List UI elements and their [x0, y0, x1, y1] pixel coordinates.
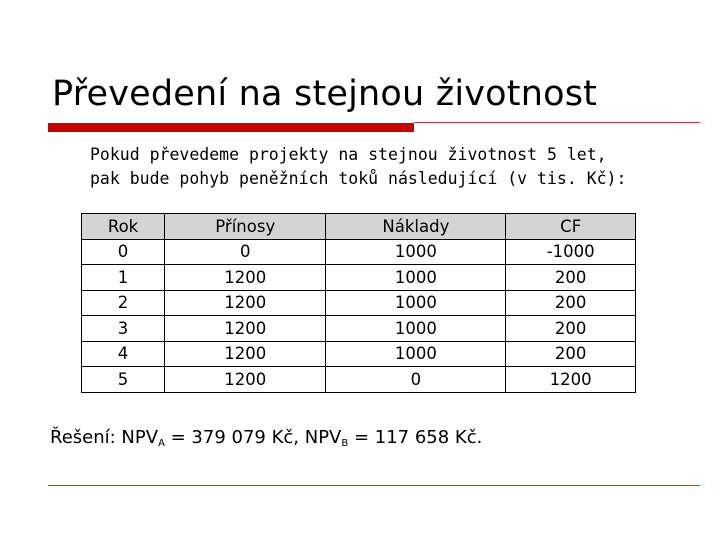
- footer-divider-line: [48, 485, 700, 486]
- table-row: [82, 290, 636, 316]
- cell-prinosy: 1200: [165, 316, 326, 342]
- cell-rok: 2: [82, 290, 165, 316]
- table-header-row: [82, 214, 636, 240]
- table-row: [82, 341, 636, 367]
- cell-cf: 200: [506, 265, 636, 291]
- table-row: [82, 367, 636, 393]
- npv-a-value: = 379 079 Kč, NPV: [164, 427, 342, 448]
- header-prinosy: Přínosy: [165, 214, 326, 240]
- cell-cf: 200: [506, 316, 636, 342]
- table-row: [82, 239, 636, 265]
- cell-naklady: 1000: [326, 239, 506, 265]
- cell-rok: 4: [82, 341, 165, 367]
- intro-line-1: Pokud převedeme projekty na stejnou životnost 5 let,: [90, 145, 607, 164]
- intro-text: [90, 143, 690, 191]
- cell-cf: -1000: [506, 239, 636, 265]
- cell-cf: 200: [506, 341, 636, 367]
- npv-b-subscript: B: [341, 438, 349, 449]
- header-cf: CF: [506, 214, 636, 240]
- cell-cf: 1200: [506, 367, 636, 393]
- table-row: [82, 316, 636, 342]
- cell-naklady: 1000: [326, 290, 506, 316]
- cell-prinosy: 1200: [165, 265, 326, 291]
- cell-naklady: 1000: [326, 341, 506, 367]
- intro-line-2: pak bude pohyb peněžních toků následující (v tis. Kč):: [90, 169, 627, 188]
- cell-rok: 0: [82, 239, 165, 265]
- header-rok: Rok: [82, 214, 165, 240]
- solution-text: [50, 424, 482, 458]
- cell-prinosy: 1200: [165, 341, 326, 367]
- npv-a-subscript: A: [158, 438, 165, 449]
- cell-naklady: 1000: [326, 316, 506, 342]
- solution-prefix: Řešení: NPV: [50, 427, 159, 448]
- table-row: [82, 265, 636, 291]
- title-divider-line: [414, 122, 700, 123]
- cell-naklady: 0: [326, 367, 506, 393]
- cell-rok: 1: [82, 265, 165, 291]
- cell-prinosy: 1200: [165, 367, 326, 393]
- cell-rok: 5: [82, 367, 165, 393]
- cell-rok: 3: [82, 316, 165, 342]
- cell-cf: 200: [506, 290, 636, 316]
- cell-prinosy: 1200: [165, 290, 326, 316]
- npv-b-value: = 117 658 Kč.: [348, 427, 483, 448]
- cell-naklady: 1000: [326, 265, 506, 291]
- slide-title: Převedení na stejnou životnost: [52, 74, 598, 114]
- cash-flow-table: [81, 213, 636, 393]
- title-accent-bar: [48, 123, 414, 132]
- cell-prinosy: 0: [165, 239, 326, 265]
- header-naklady: Náklady: [326, 214, 506, 240]
